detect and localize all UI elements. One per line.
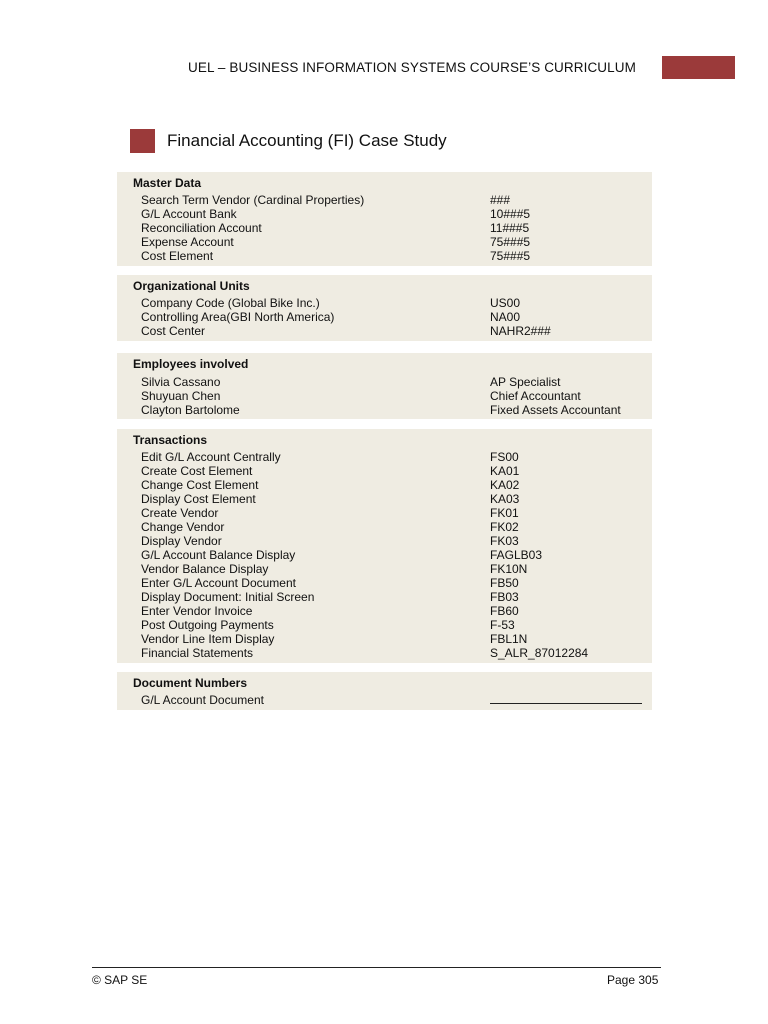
row-label: Vendor Line Item Display — [141, 632, 275, 646]
section-title: Document Numbers — [133, 676, 248, 690]
table-row — [117, 478, 652, 492]
row-label: Edit G/L Account Centrally — [141, 450, 281, 464]
row-label: Display Vendor — [141, 534, 222, 548]
row-label: Financial Statements — [141, 646, 254, 660]
section-transactions — [117, 429, 652, 663]
row-value: NAHR2### — [490, 324, 551, 338]
row-label: Vendor Balance Display — [141, 562, 269, 576]
row-value: F-53 — [490, 618, 515, 632]
table-row — [117, 389, 652, 403]
row-label: Change Cost Element — [141, 478, 259, 492]
row-label: Clayton Bartolome — [141, 403, 240, 417]
row-value: FK03 — [490, 534, 519, 548]
row-label: Reconciliation Account — [141, 221, 262, 235]
row-label: Post Outgoing Payments — [141, 618, 274, 632]
row-value: FS00 — [490, 450, 519, 464]
table-row — [117, 576, 652, 590]
row-value: 75###5 — [490, 235, 531, 249]
table-row — [117, 403, 652, 417]
row-label: Display Document: Initial Screen — [141, 590, 315, 604]
row-value: 10###5 — [490, 207, 531, 221]
row-label: G/L Account Bank — [141, 207, 237, 221]
footer-divider — [92, 967, 661, 968]
table-row — [117, 235, 652, 249]
table-row — [117, 632, 652, 646]
row-label: Enter G/L Account Document — [141, 576, 296, 590]
row-label: Silvia Cassano — [141, 375, 221, 389]
table-row — [117, 324, 652, 338]
table-row — [117, 464, 652, 478]
row-label: Change Vendor — [141, 520, 225, 534]
row-value: AP Specialist — [490, 375, 561, 389]
row-label: Create Vendor — [141, 506, 219, 520]
page-number: Page 305 — [607, 973, 659, 987]
row-value: US00 — [490, 296, 521, 310]
row-value: 75###5 — [490, 249, 531, 263]
row-label: Create Cost Element — [141, 464, 253, 478]
title-marker-square — [130, 129, 155, 153]
section-title: Master Data — [133, 176, 202, 190]
table-row — [117, 548, 652, 562]
row-label: Shuyuan Chen — [141, 389, 221, 403]
row-label: Enter Vendor Invoice — [141, 604, 253, 618]
row-label: Expense Account — [141, 235, 234, 249]
table-row — [117, 618, 652, 632]
table-row — [117, 249, 652, 263]
section-organizational-units — [117, 275, 652, 341]
section-master-data — [117, 172, 652, 266]
row-value: FK10N — [490, 562, 528, 576]
row-value: FBL1N — [490, 632, 528, 646]
row-label: Search Term Vendor (Cardinal Properties) — [141, 193, 365, 207]
table-row — [117, 693, 652, 707]
section-title: Organizational Units — [133, 279, 250, 293]
table-row — [117, 562, 652, 576]
page-title: Financial Accounting (FI) Case Study — [167, 131, 447, 150]
section-document-numbers — [117, 672, 652, 710]
row-value: Chief Accountant — [490, 389, 581, 403]
table-row — [117, 590, 652, 604]
row-value: FB50 — [490, 576, 519, 590]
row-value: Fixed Assets Accountant — [490, 403, 621, 417]
table-row — [117, 296, 652, 310]
table-row — [117, 534, 652, 548]
row-value: FK02 — [490, 520, 519, 534]
row-label: G/L Account Document — [141, 693, 264, 707]
row-label: Display Cost Element — [141, 492, 256, 506]
section-title: Transactions — [133, 433, 208, 447]
row-label: Cost Center — [141, 324, 206, 338]
section-title: Employees involved — [133, 357, 249, 371]
row-label: Controlling Area(GBI North America) — [141, 310, 335, 324]
row-value: S_ALR_87012284 — [490, 646, 589, 660]
row-value: FK01 — [490, 506, 519, 520]
row-value: FB03 — [490, 590, 519, 604]
table-row — [117, 450, 652, 464]
table-row — [117, 492, 652, 506]
row-value: KA02 — [490, 478, 520, 492]
row-value: FAGLB03 — [490, 548, 543, 562]
table-row — [117, 520, 652, 534]
table-row — [117, 604, 652, 618]
row-label: Cost Element — [141, 249, 214, 263]
running-header: UEL – BUSINESS INFORMATION SYSTEMS COURSE’S CURRICULUM — [188, 60, 636, 75]
table-row — [117, 646, 652, 660]
row-value: ### — [490, 193, 511, 207]
footer-copyright: © SAP SE — [92, 973, 148, 987]
table-row — [117, 506, 652, 520]
row-value: 11###5 — [490, 221, 530, 235]
table-row — [117, 193, 652, 207]
table-row — [117, 375, 652, 389]
row-value: NA00 — [490, 310, 521, 324]
row-label: Company Code (Global Bike Inc.) — [141, 296, 320, 310]
row-value: KA01 — [490, 464, 520, 478]
header-accent-bar — [662, 56, 735, 79]
row-value: KA03 — [490, 492, 520, 506]
section-employees-involved — [117, 353, 652, 419]
fill-in-blank-line — [490, 703, 642, 704]
table-row — [117, 207, 652, 221]
row-value: FB60 — [490, 604, 519, 618]
table-row — [117, 310, 652, 324]
table-row — [117, 221, 652, 235]
row-label: G/L Account Balance Display — [141, 548, 296, 562]
